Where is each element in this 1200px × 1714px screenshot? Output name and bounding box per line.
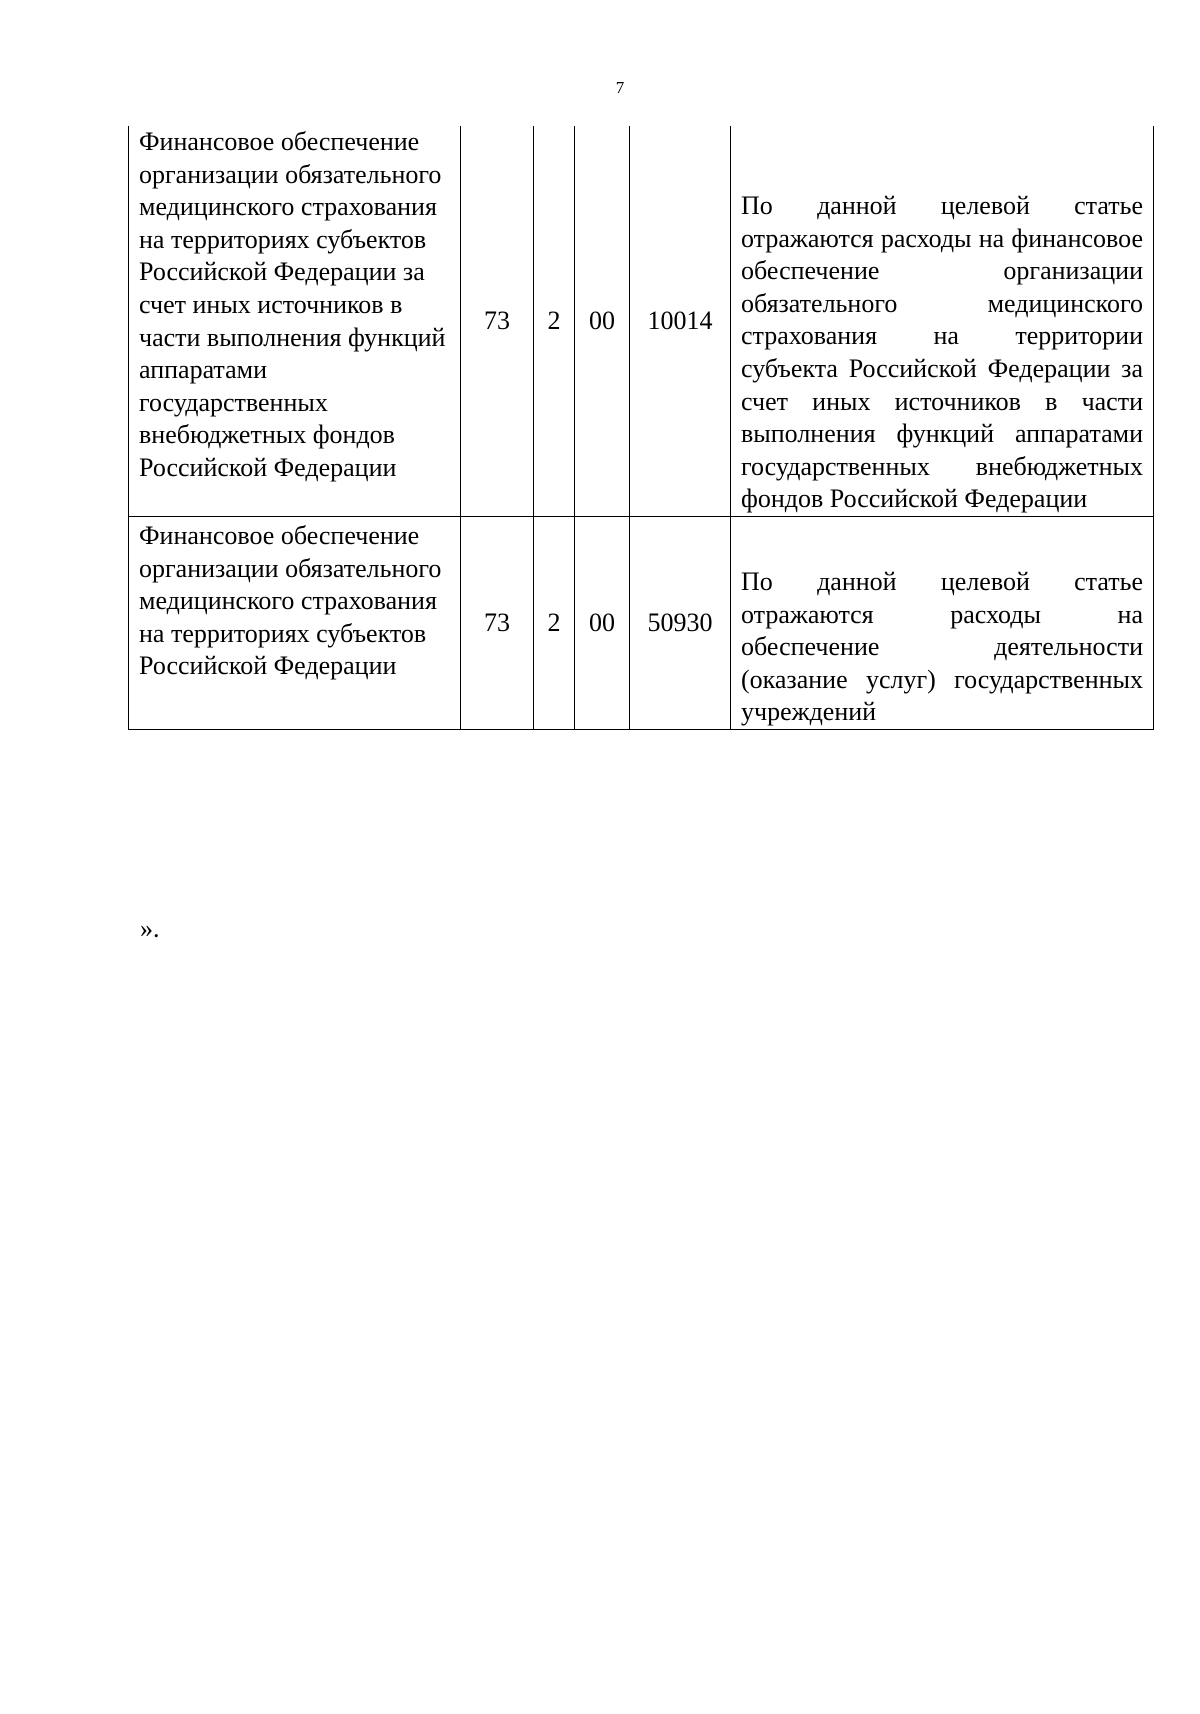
table-row <box>129 516 1154 729</box>
program-code: 73 <box>461 126 534 516</box>
main-event-code: 00 <box>575 126 630 516</box>
main-event-code: 00 <box>575 516 630 729</box>
subprogram-code: 2 <box>534 126 575 516</box>
target-item-description: По данной целевой статье отражаются расходы на обеспечение деятельности (оказание услуг) государственных учреждений <box>731 516 1154 729</box>
target-item-name: Финансовое обеспечение организации обязательного медицинского страхования на территориях субъектов Российской Федерации за счет иных источников в части выполнения функций аппаратами государственных внебюджетных фондов Российской Федерации <box>129 126 461 516</box>
target-item-description: По данной целевой статье отражаются расходы на финансовое обеспечение организации обязательного медицинского страхования на территории субъекта Российской Федерации за счет иных источников в части выполнения функций аппаратами государственных внебюджетных фондов Российской Федерации <box>731 126 1154 516</box>
direction-code: 50930 <box>630 516 731 729</box>
budget-classification-table <box>128 126 1154 730</box>
direction-code: 10014 <box>630 126 731 516</box>
subprogram-code: 2 <box>534 516 575 729</box>
target-item-name: Финансовое обеспечение организации обязательного медицинского страхования на территориях субъектов Российской Федерации <box>129 516 461 729</box>
closing-quote: ». <box>140 914 160 943</box>
program-code: 73 <box>461 516 534 729</box>
page-number: 7 <box>615 78 625 97</box>
table-row <box>129 126 1154 516</box>
